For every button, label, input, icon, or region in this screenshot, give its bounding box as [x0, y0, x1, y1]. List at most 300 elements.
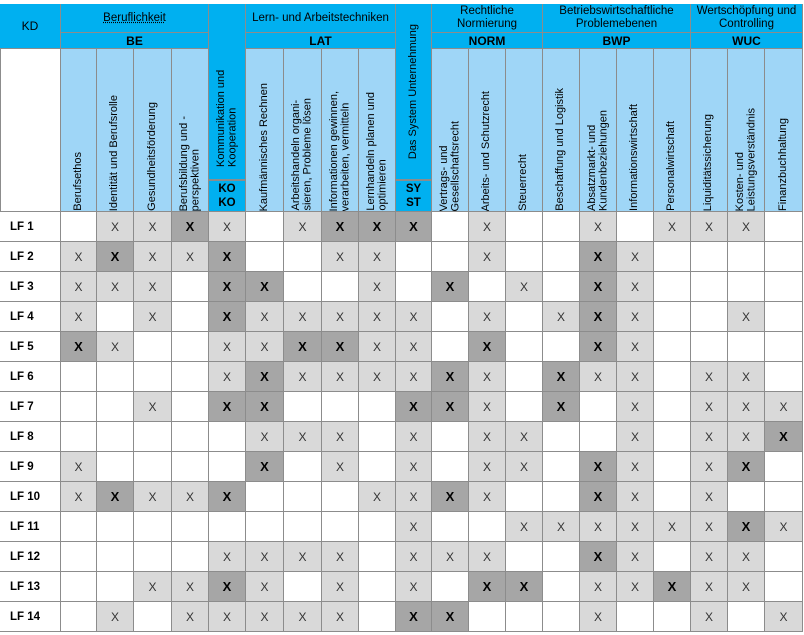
mark: X: [667, 519, 676, 534]
matrix-cell: [469, 482, 506, 512]
matrix-cell: [691, 512, 728, 542]
matrix-cell: [396, 602, 432, 632]
mark: X: [222, 609, 231, 624]
mark: X: [335, 609, 344, 624]
matrix-cell: [61, 272, 97, 302]
matrix-cell: [691, 362, 728, 392]
mark: X: [630, 459, 639, 474]
matrix-cell: [432, 332, 469, 362]
mark: X: [482, 489, 491, 504]
matrix-cell: [543, 542, 580, 572]
matrix-cell: [209, 302, 246, 332]
mark: X: [630, 249, 639, 264]
matrix-cell: [580, 542, 617, 572]
column-header-6: [284, 49, 322, 212]
mark-strong: X: [185, 219, 195, 234]
matrix-cell: [654, 362, 691, 392]
group-abbreviation: WUC: [691, 33, 803, 49]
mark: X: [372, 279, 381, 294]
matrix-cell: [172, 302, 209, 332]
column-header-5: [246, 49, 284, 212]
mark-strong: X: [260, 369, 269, 384]
matrix-cell: [359, 272, 396, 302]
matrix-cell: [61, 302, 97, 332]
mark: X: [298, 549, 307, 564]
matrix-cell: [172, 422, 209, 452]
matrix-cell: [543, 242, 580, 272]
mark: X: [260, 429, 269, 444]
lernfeld-label: LF 8: [0, 422, 61, 452]
mark: X: [741, 579, 750, 594]
mark-strong: X: [445, 489, 455, 504]
mark-strong: X: [741, 519, 751, 534]
matrix-cell: [728, 572, 765, 602]
mark: X: [704, 489, 713, 504]
group-title: Betriebswirtschaftliche Problemebenen: [559, 5, 674, 30]
matrix-cell: [97, 512, 134, 542]
matrix-cell: [543, 272, 580, 302]
mark-strong: X: [74, 339, 83, 354]
matrix-cell: [617, 332, 654, 362]
matrix-cell: [97, 272, 134, 302]
column-title: Liquiditätssicherung: [702, 113, 715, 211]
mark: X: [222, 549, 231, 564]
mark-strong: X: [222, 309, 232, 324]
matrix-cell: [359, 242, 396, 272]
mark: X: [335, 249, 344, 264]
matrix-cell: [654, 302, 691, 332]
matrix-cell: [469, 512, 506, 542]
matrix-cell: [172, 452, 209, 482]
matrix-cell: [172, 242, 209, 272]
matrix-cell: [396, 332, 432, 362]
matrix-cell: [172, 542, 209, 572]
mark: X: [482, 219, 491, 234]
matrix-cell: [134, 332, 172, 362]
matrix-cell: [543, 422, 580, 452]
mark: X: [372, 489, 381, 504]
group-header-3: [396, 4, 432, 180]
mark-strong: X: [593, 489, 603, 504]
matrix-cell: [322, 572, 359, 602]
matrix-cell: [209, 272, 246, 302]
mark-strong: X: [519, 579, 529, 594]
mark: X: [704, 549, 713, 564]
mark: X: [741, 549, 750, 564]
column-header-12: [506, 49, 543, 212]
matrix-cell: [691, 452, 728, 482]
matrix-cell: [134, 542, 172, 572]
matrix-cell: [322, 362, 359, 392]
mark-strong: X: [222, 579, 232, 594]
matrix-cell: [654, 572, 691, 602]
mark: X: [298, 369, 307, 384]
matrix-cell: [765, 302, 803, 332]
matrix-cell: [765, 542, 803, 572]
mark: X: [630, 549, 639, 564]
column-header-17: [691, 49, 728, 212]
matrix-cell: [432, 302, 469, 332]
matrix-cell: [617, 212, 654, 242]
group-abbreviation: NORM: [432, 33, 543, 49]
matrix-cell: [61, 392, 97, 422]
column-title: Steuerrecht: [517, 154, 530, 211]
mark-strong: X: [222, 249, 232, 264]
mark: X: [185, 249, 194, 264]
group-abbreviation: BWP: [543, 33, 691, 49]
lernfeld-label: LF 4: [0, 302, 61, 332]
matrix-cell: [469, 422, 506, 452]
mark: X: [222, 339, 231, 354]
matrix-cell: [617, 542, 654, 572]
column-title: Personalwirtschaft: [665, 121, 678, 211]
matrix-cell: [134, 452, 172, 482]
matrix-cell: [359, 212, 396, 242]
mark: X: [482, 369, 491, 384]
mark: X: [704, 519, 713, 534]
matrix-cell: [654, 242, 691, 272]
matrix-cell: [506, 452, 543, 482]
mark-strong: X: [482, 339, 492, 354]
matrix-cell: [246, 452, 284, 482]
column-title: Berufsbildung und - perspektiven: [177, 115, 201, 211]
mark-strong: X: [445, 279, 455, 294]
matrix-cell: [246, 242, 284, 272]
mark: X: [185, 609, 194, 624]
matrix-cell: [654, 272, 691, 302]
mark: X: [704, 609, 713, 624]
matrix-cell: [97, 242, 134, 272]
matrix-cell: [580, 362, 617, 392]
mark-strong: X: [409, 399, 418, 414]
matrix-cell: [396, 272, 432, 302]
matrix-cell: [580, 242, 617, 272]
matrix-cell: [432, 542, 469, 572]
mark: X: [482, 399, 491, 414]
matrix-cell: [765, 362, 803, 392]
mark: X: [630, 369, 639, 384]
matrix-cell: [322, 242, 359, 272]
matrix-cell: [728, 602, 765, 632]
matrix-cell: [322, 272, 359, 302]
matrix-cell: [580, 272, 617, 302]
matrix-cell: [617, 362, 654, 392]
matrix-cell: [469, 542, 506, 572]
matrix-cell: [246, 212, 284, 242]
group-header-5: [543, 4, 691, 33]
mark-strong: X: [779, 429, 788, 444]
matrix-cell: [432, 392, 469, 422]
matrix-cell: [61, 542, 97, 572]
mark: X: [741, 219, 750, 234]
matrix-cell: [580, 212, 617, 242]
lernfeld-label: LF 12: [0, 542, 61, 572]
matrix-cell: [691, 482, 728, 512]
matrix-cell: [765, 272, 803, 302]
matrix-cell: [543, 482, 580, 512]
mark: X: [704, 429, 713, 444]
mark-strong: X: [222, 399, 232, 414]
lernfeld-label: LF 13: [0, 572, 61, 602]
matrix-cell: [617, 452, 654, 482]
matrix-cell: [654, 512, 691, 542]
matrix-cell: [284, 512, 322, 542]
mark: X: [409, 549, 418, 564]
matrix-cell: [506, 512, 543, 542]
mark: X: [110, 279, 119, 294]
matrix-cell: [134, 272, 172, 302]
mark: X: [335, 309, 344, 324]
matrix-cell: [322, 332, 359, 362]
matrix-cell: [432, 422, 469, 452]
matrix-cell: [97, 602, 134, 632]
matrix-cell: [284, 452, 322, 482]
matrix-cell: [543, 212, 580, 242]
matrix-cell: [246, 572, 284, 602]
matrix-cell: [322, 302, 359, 332]
matrix-cell: [432, 572, 469, 602]
matrix-cell: [691, 392, 728, 422]
matrix-cell: [617, 602, 654, 632]
matrix-cell: [61, 512, 97, 542]
column-header-2: [134, 49, 172, 212]
mark-strong: X: [593, 249, 603, 264]
group-abbreviation: LAT: [246, 33, 396, 49]
mark: X: [148, 249, 157, 264]
matrix-cell: [284, 212, 322, 242]
mark: X: [335, 579, 344, 594]
matrix-cell: [246, 332, 284, 362]
matrix-cell: [691, 602, 728, 632]
matrix-cell: [728, 212, 765, 242]
mark-strong: X: [593, 459, 603, 474]
mark: X: [110, 339, 119, 354]
matrix-cell: [246, 362, 284, 392]
matrix-cell: [506, 602, 543, 632]
matrix-cell: [61, 362, 97, 392]
matrix-cell: [469, 602, 506, 632]
matrix-cell: [432, 452, 469, 482]
matrix-cell: [396, 212, 432, 242]
mark: X: [741, 309, 750, 324]
matrix-cell: [506, 542, 543, 572]
matrix-cell: [617, 272, 654, 302]
group-header-0: [61, 4, 209, 33]
mark-strong: X: [667, 579, 677, 594]
mark: X: [704, 219, 713, 234]
matrix-cell: [97, 542, 134, 572]
matrix-cell: [654, 422, 691, 452]
mark: X: [704, 399, 713, 414]
matrix-cell: [580, 482, 617, 512]
matrix-cell: [209, 452, 246, 482]
matrix-cell: [172, 272, 209, 302]
matrix-cell: [728, 362, 765, 392]
mark: X: [335, 369, 344, 384]
matrix-cell: [765, 602, 803, 632]
matrix-cell: [728, 482, 765, 512]
matrix-cell: [617, 422, 654, 452]
matrix-cell: [396, 392, 432, 422]
matrix-cell: [617, 572, 654, 602]
mark-strong: X: [372, 219, 382, 234]
mark-strong: X: [409, 219, 418, 234]
matrix-cell: [97, 332, 134, 362]
matrix-cell: [359, 332, 396, 362]
mark: X: [704, 579, 713, 594]
matrix-cell: [469, 392, 506, 422]
mark-strong: X: [741, 459, 751, 474]
matrix-cell: [134, 302, 172, 332]
matrix-cell: [322, 482, 359, 512]
lernfeld-label: LF 6: [0, 362, 61, 392]
matrix-cell: [765, 512, 803, 542]
lernfeld-label: LF 9: [0, 452, 61, 482]
matrix-cell: [61, 452, 97, 482]
matrix-cell: [543, 302, 580, 332]
mark: X: [185, 579, 194, 594]
matrix-cell: [359, 302, 396, 332]
matrix-cell: [396, 512, 432, 542]
mark: X: [630, 339, 639, 354]
mark: X: [630, 489, 639, 504]
matrix-cell: [765, 242, 803, 272]
matrix-cell: [469, 212, 506, 242]
column-title: Beschaffung und Logistik: [554, 88, 567, 211]
mark: X: [148, 279, 157, 294]
mark: X: [409, 429, 418, 444]
matrix-cell: [543, 392, 580, 422]
matrix-cell: [97, 212, 134, 242]
matrix-cell: [396, 452, 432, 482]
column-title: Informationen gewinnen, verarbeiten, vermitteln: [327, 90, 351, 211]
mark: X: [148, 219, 157, 234]
matrix-cell: [728, 392, 765, 422]
group-title-vertical: Kommunikation und Kooperation: [214, 69, 238, 167]
matrix-cell: [432, 482, 469, 512]
mark: X: [519, 519, 528, 534]
matrix-cell: [543, 602, 580, 632]
mark-strong: X: [110, 489, 120, 504]
column-title: Informationswirtschaft: [628, 104, 641, 211]
matrix-cell: [209, 512, 246, 542]
matrix-cell: [691, 302, 728, 332]
group-header-6: [691, 4, 803, 33]
matrix-cell: [506, 242, 543, 272]
mark: X: [298, 309, 307, 324]
matrix-cell: [654, 602, 691, 632]
mark-strong: X: [445, 369, 455, 384]
matrix-cell: [654, 542, 691, 572]
matrix-cell: [322, 542, 359, 572]
column-title: Arbeitshandeln organi- sieren, Probleme lösen: [290, 98, 314, 211]
matrix-cell: [134, 212, 172, 242]
lernfeld-label: LF 10: [0, 482, 61, 512]
mark: X: [409, 339, 418, 354]
matrix-cell: [172, 572, 209, 602]
matrix-cell: [765, 572, 803, 602]
matrix-cell: [506, 392, 543, 422]
matrix-cell: [432, 272, 469, 302]
column-header-14: [580, 49, 617, 212]
column-title: Arbeits- und Schutzrecht: [480, 90, 493, 211]
matrix-cell: [359, 362, 396, 392]
mark: X: [779, 609, 788, 624]
mark: X: [630, 429, 639, 444]
matrix-cell: [284, 242, 322, 272]
matrix-cell: [172, 212, 209, 242]
matrix-cell: [209, 542, 246, 572]
mark-strong: X: [482, 579, 492, 594]
column-header-0: [61, 49, 97, 212]
mark-strong: X: [593, 309, 603, 324]
group-title: Rechtliche Normierung: [456, 5, 518, 30]
mark-strong: X: [593, 279, 603, 294]
matrix-cell: [691, 212, 728, 242]
mark: X: [482, 249, 491, 264]
corner-kd-label: KD: [0, 4, 61, 49]
mark: X: [482, 459, 491, 474]
mark: X: [260, 309, 269, 324]
corner-blank: [0, 49, 61, 212]
matrix-cell: [469, 452, 506, 482]
matrix-cell: [396, 572, 432, 602]
column-header-7: [322, 49, 359, 212]
matrix-cell: [284, 422, 322, 452]
mark: X: [74, 489, 83, 504]
group-abbreviation: SY ST: [396, 180, 432, 212]
column-header-1: [97, 49, 134, 212]
matrix-cell: [543, 452, 580, 482]
matrix-cell: [246, 302, 284, 332]
group-title-vertical: Das System Unternehmung: [406, 23, 419, 160]
group-abbreviation: KO KO: [209, 180, 246, 212]
matrix-cell: [209, 602, 246, 632]
matrix-cell: [691, 422, 728, 452]
matrix-cell: [284, 302, 322, 332]
matrix-cell: [359, 422, 396, 452]
matrix-cell: [61, 482, 97, 512]
matrix-cell: [469, 332, 506, 362]
matrix-cell: [765, 422, 803, 452]
mark-strong: X: [445, 609, 455, 624]
mark-strong: X: [110, 249, 120, 264]
matrix-cell: [469, 272, 506, 302]
mark: X: [260, 579, 269, 594]
column-title: Lernhandeln planen und optimieren: [364, 92, 388, 211]
matrix-cell: [97, 302, 134, 332]
matrix-cell: [432, 602, 469, 632]
mark: X: [779, 519, 788, 534]
matrix-cell: [506, 362, 543, 392]
matrix-cell: [506, 572, 543, 602]
matrix-cell: [284, 572, 322, 602]
matrix-cell: [322, 392, 359, 422]
matrix-cell: [97, 482, 134, 512]
matrix-cell: [172, 362, 209, 392]
matrix-cell: [617, 242, 654, 272]
mark: X: [593, 609, 602, 624]
mark-strong: X: [260, 459, 269, 474]
column-title: Identität und Berufsrolle: [108, 94, 121, 211]
matrix-cell: [728, 272, 765, 302]
mark: X: [260, 339, 269, 354]
mark-strong: X: [335, 339, 345, 354]
mark: X: [593, 219, 602, 234]
mark: X: [519, 459, 528, 474]
matrix-cell: [134, 362, 172, 392]
mark: X: [148, 399, 157, 414]
